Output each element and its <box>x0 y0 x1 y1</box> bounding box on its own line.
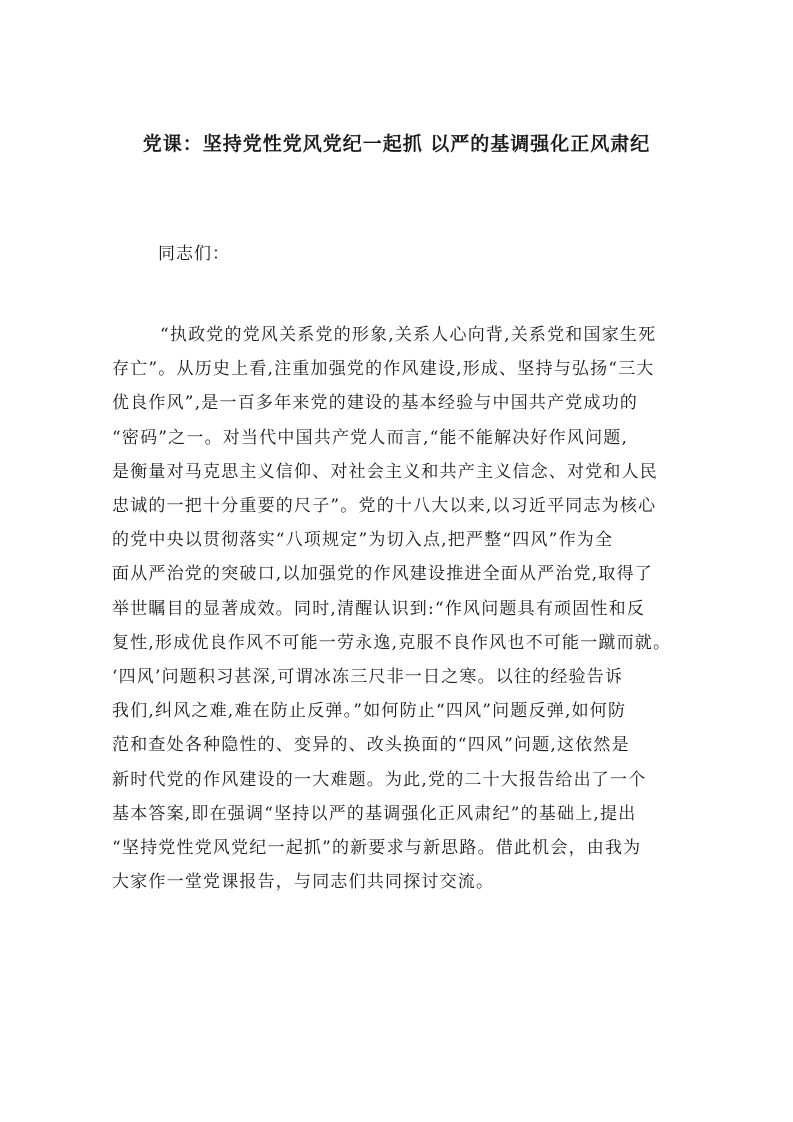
paragraph-line: “执政党的党风关系党的形象,关系人心向背,关系党和国家生死 <box>160 325 657 345</box>
paragraph-line: 存亡”。从历史上看,注重加强党的作风建设,形成、坚持与弘扬“三大 <box>112 359 655 380</box>
body-paragraph <box>112 318 690 899</box>
paragraph-line: 大家作一堂党课报告，与同志们共同探讨交流。 <box>112 872 495 893</box>
paragraph-line: 忠诚的一把十分重要的尺子”。党的十八大以来,以习近平同志为核心 <box>112 496 657 517</box>
paragraph-line: 基本答案,即在强调“坚持以严的基调强化正风肃纪”的基础上,提出 <box>112 803 637 824</box>
paragraph-line: 的党中央以贯彻落实“八项规定”为切入点,把严整“四风”作为全 <box>112 530 614 551</box>
salutation: 同志们： <box>158 244 230 264</box>
document-title: 党课：坚持党性党风党纪一起抓 以严的基调强化正风肃纪 <box>142 133 651 155</box>
paragraph-line: “坚持党性党风党纪一起抓”的新要求与新思路。借此机会，由我为 <box>112 838 642 859</box>
paragraph-line: “密码”之一。对当代中国共产党人而言,“能不能解决好作风问题, <box>112 427 629 448</box>
paragraph-line: 是衡量对马克思主义信仰、对社会主义和共产主义信念、对党和人民 <box>112 461 658 482</box>
paragraph-line: ‘四风’问题积习甚深,可谓冰冻三尺非一日之寒。以往的经验告诉 <box>112 667 624 688</box>
paragraph-line: 我们,纠风之难,难在防止反弹。”如何防止“四风”问题反弹,如何防 <box>112 701 627 722</box>
paragraph-line: 新时代党的作风建设的一大难题。为此,党的二十大报告给出了一个 <box>112 769 647 790</box>
paragraph-line: 面从严治党的突破口,以加强党的作风建设推进全面从严治党,取得了 <box>112 564 654 585</box>
paragraph-line: 举世瞩目的显著成效。同时,清醒认识到:“作风问题具有顽固性和反 <box>112 598 646 619</box>
paragraph-line: 范和查处各种隐性的、变异的、改头换面的“四风”问题,这依然是 <box>112 735 630 756</box>
paragraph-line: 复性,形成优良作风不可能一劳永逸,克服不良作风也不可能一蹴而就。 <box>112 632 672 653</box>
paragraph-line: 优良作风”,是一百多年来党的建设的基本经验与中国共产党成功的 <box>112 393 639 414</box>
